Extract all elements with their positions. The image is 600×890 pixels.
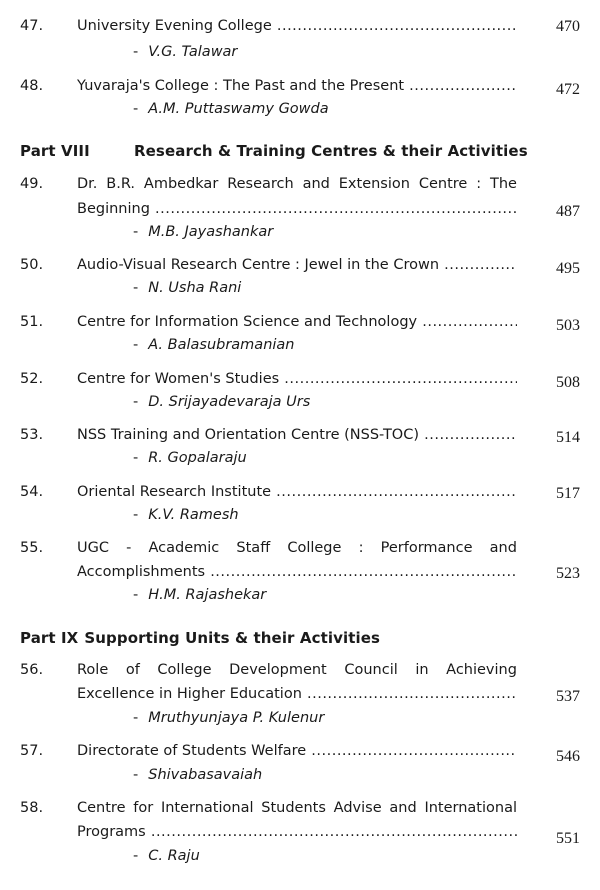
entry-page-number: 508 [556,374,580,391]
part-title: Research & Training Centres & their Activities [134,142,528,160]
entry-number: 48. [20,78,44,94]
entry-title: Centre for Women's Studies ..... [77,371,517,387]
entry-author: - A.M. Puttaswamy Gowda [133,101,329,117]
entry-title-line-2: Beginning ..... [77,201,517,217]
title-word: Performance [380,540,473,556]
entry-author: - C. Raju [133,848,200,864]
title-word: - [126,540,132,556]
title-word: Achieving [446,662,517,678]
entry-page-number: 472 [556,81,580,98]
entry-page-number: 503 [556,317,580,334]
entry-page-number: 470 [556,18,580,35]
entry-title: Centre for Information Science and Technology ..... [77,314,517,330]
entry-title: Directorate of Students Welfare ..... [77,743,517,759]
title-word: : [476,176,482,192]
entry-author: - Shivabasavaiah [133,767,263,783]
entry-page-number: 546 [556,748,580,765]
entry-title-line-1 [77,800,517,816]
entry-author: - K.V. Ramesh [133,507,239,523]
title-word: Development [229,662,327,678]
part-heading-viii [20,142,528,160]
title-word: Staff [236,540,271,556]
title-word: Academic [148,540,220,556]
entry-author: - A. Balasubramanian [133,337,295,353]
entry-title-line-1 [77,176,517,192]
entry-number: 52. [20,371,44,387]
part-title: Supporting Units & their Activities [84,629,381,647]
part-label: Part IX [20,629,79,647]
entry-title: Oriental Research Institute ..... [77,484,517,500]
entry-title: University Evening College ..... [77,18,517,34]
title-word: International [160,800,254,816]
entry-title: Audio-Visual Research Centre : Jewel in the Crown ..... [77,257,517,273]
entry-author: - V.G. Talawar [133,44,238,60]
entry-number: 53. [20,427,44,443]
entry-number: 57. [20,743,44,759]
entry-number: 51. [20,314,44,330]
entry-number: 58. [20,800,44,816]
entry-title: Yuvaraja's College : The Past and the Present ..... [77,78,517,94]
title-word: in [415,662,429,678]
title-word: for [133,800,154,816]
title-word: Extension [338,176,410,192]
part-heading-ix [20,629,380,647]
entry-page-number: 514 [556,429,580,446]
entry-page-number: 523 [556,565,580,582]
title-word: Research [227,176,294,192]
title-word: International [424,800,517,816]
title-word: B.R. [106,176,136,192]
title-word: and [389,800,417,816]
entry-title-line-1 [77,662,517,678]
entry-page-number: 517 [556,485,580,502]
title-word: Centre [77,800,126,816]
entry-title-line-2: Excellence in Higher Education ..... [77,686,517,702]
entry-page-number: 487 [556,203,580,220]
entry-number: 49. [20,176,44,192]
entry-author: - D. Srijayadevaraja Urs [133,394,311,410]
entry-author: - Mruthyunjaya P. Kulenur [133,710,325,726]
entry-page-number: 495 [556,260,580,277]
entry-author: - M.B. Jayashankar [133,224,274,240]
entry-page-number: 551 [556,830,580,847]
entry-number: 47. [20,18,44,34]
entry-number: 55. [20,540,44,556]
title-word: Students [261,800,326,816]
entry-author: - R. Gopalaraju [133,450,247,466]
entry-number: 56. [20,662,44,678]
title-word: College [157,662,212,678]
entry-title-line-2: Programs ..... [77,824,517,840]
entry-author: - N. Usha Rani [133,280,242,296]
title-word: Role [77,662,109,678]
title-word: and [489,540,517,556]
title-word: Ambedkar [143,176,219,192]
entry-author: - H.M. Rajashekar [133,587,267,603]
entry-title-line-2: Accomplishments ..... [77,564,517,580]
title-word: College [287,540,342,556]
part-label: Part VIII [20,142,90,160]
entry-title: NSS Training and Orientation Centre (NSS-TOC) ..... [77,427,517,443]
title-word: : [358,540,364,556]
title-word: Advise [333,800,382,816]
title-word: of [125,662,140,678]
title-word: The [490,176,517,192]
title-word: and [302,176,330,192]
entry-title-line-1 [77,540,517,556]
title-word: Dr. [77,176,98,192]
entry-number: 50. [20,257,44,273]
title-word: UGC [77,540,109,556]
entry-page-number: 537 [556,688,580,705]
title-word: Council [344,662,398,678]
title-word: Centre [418,176,468,192]
entry-number: 54. [20,484,44,500]
